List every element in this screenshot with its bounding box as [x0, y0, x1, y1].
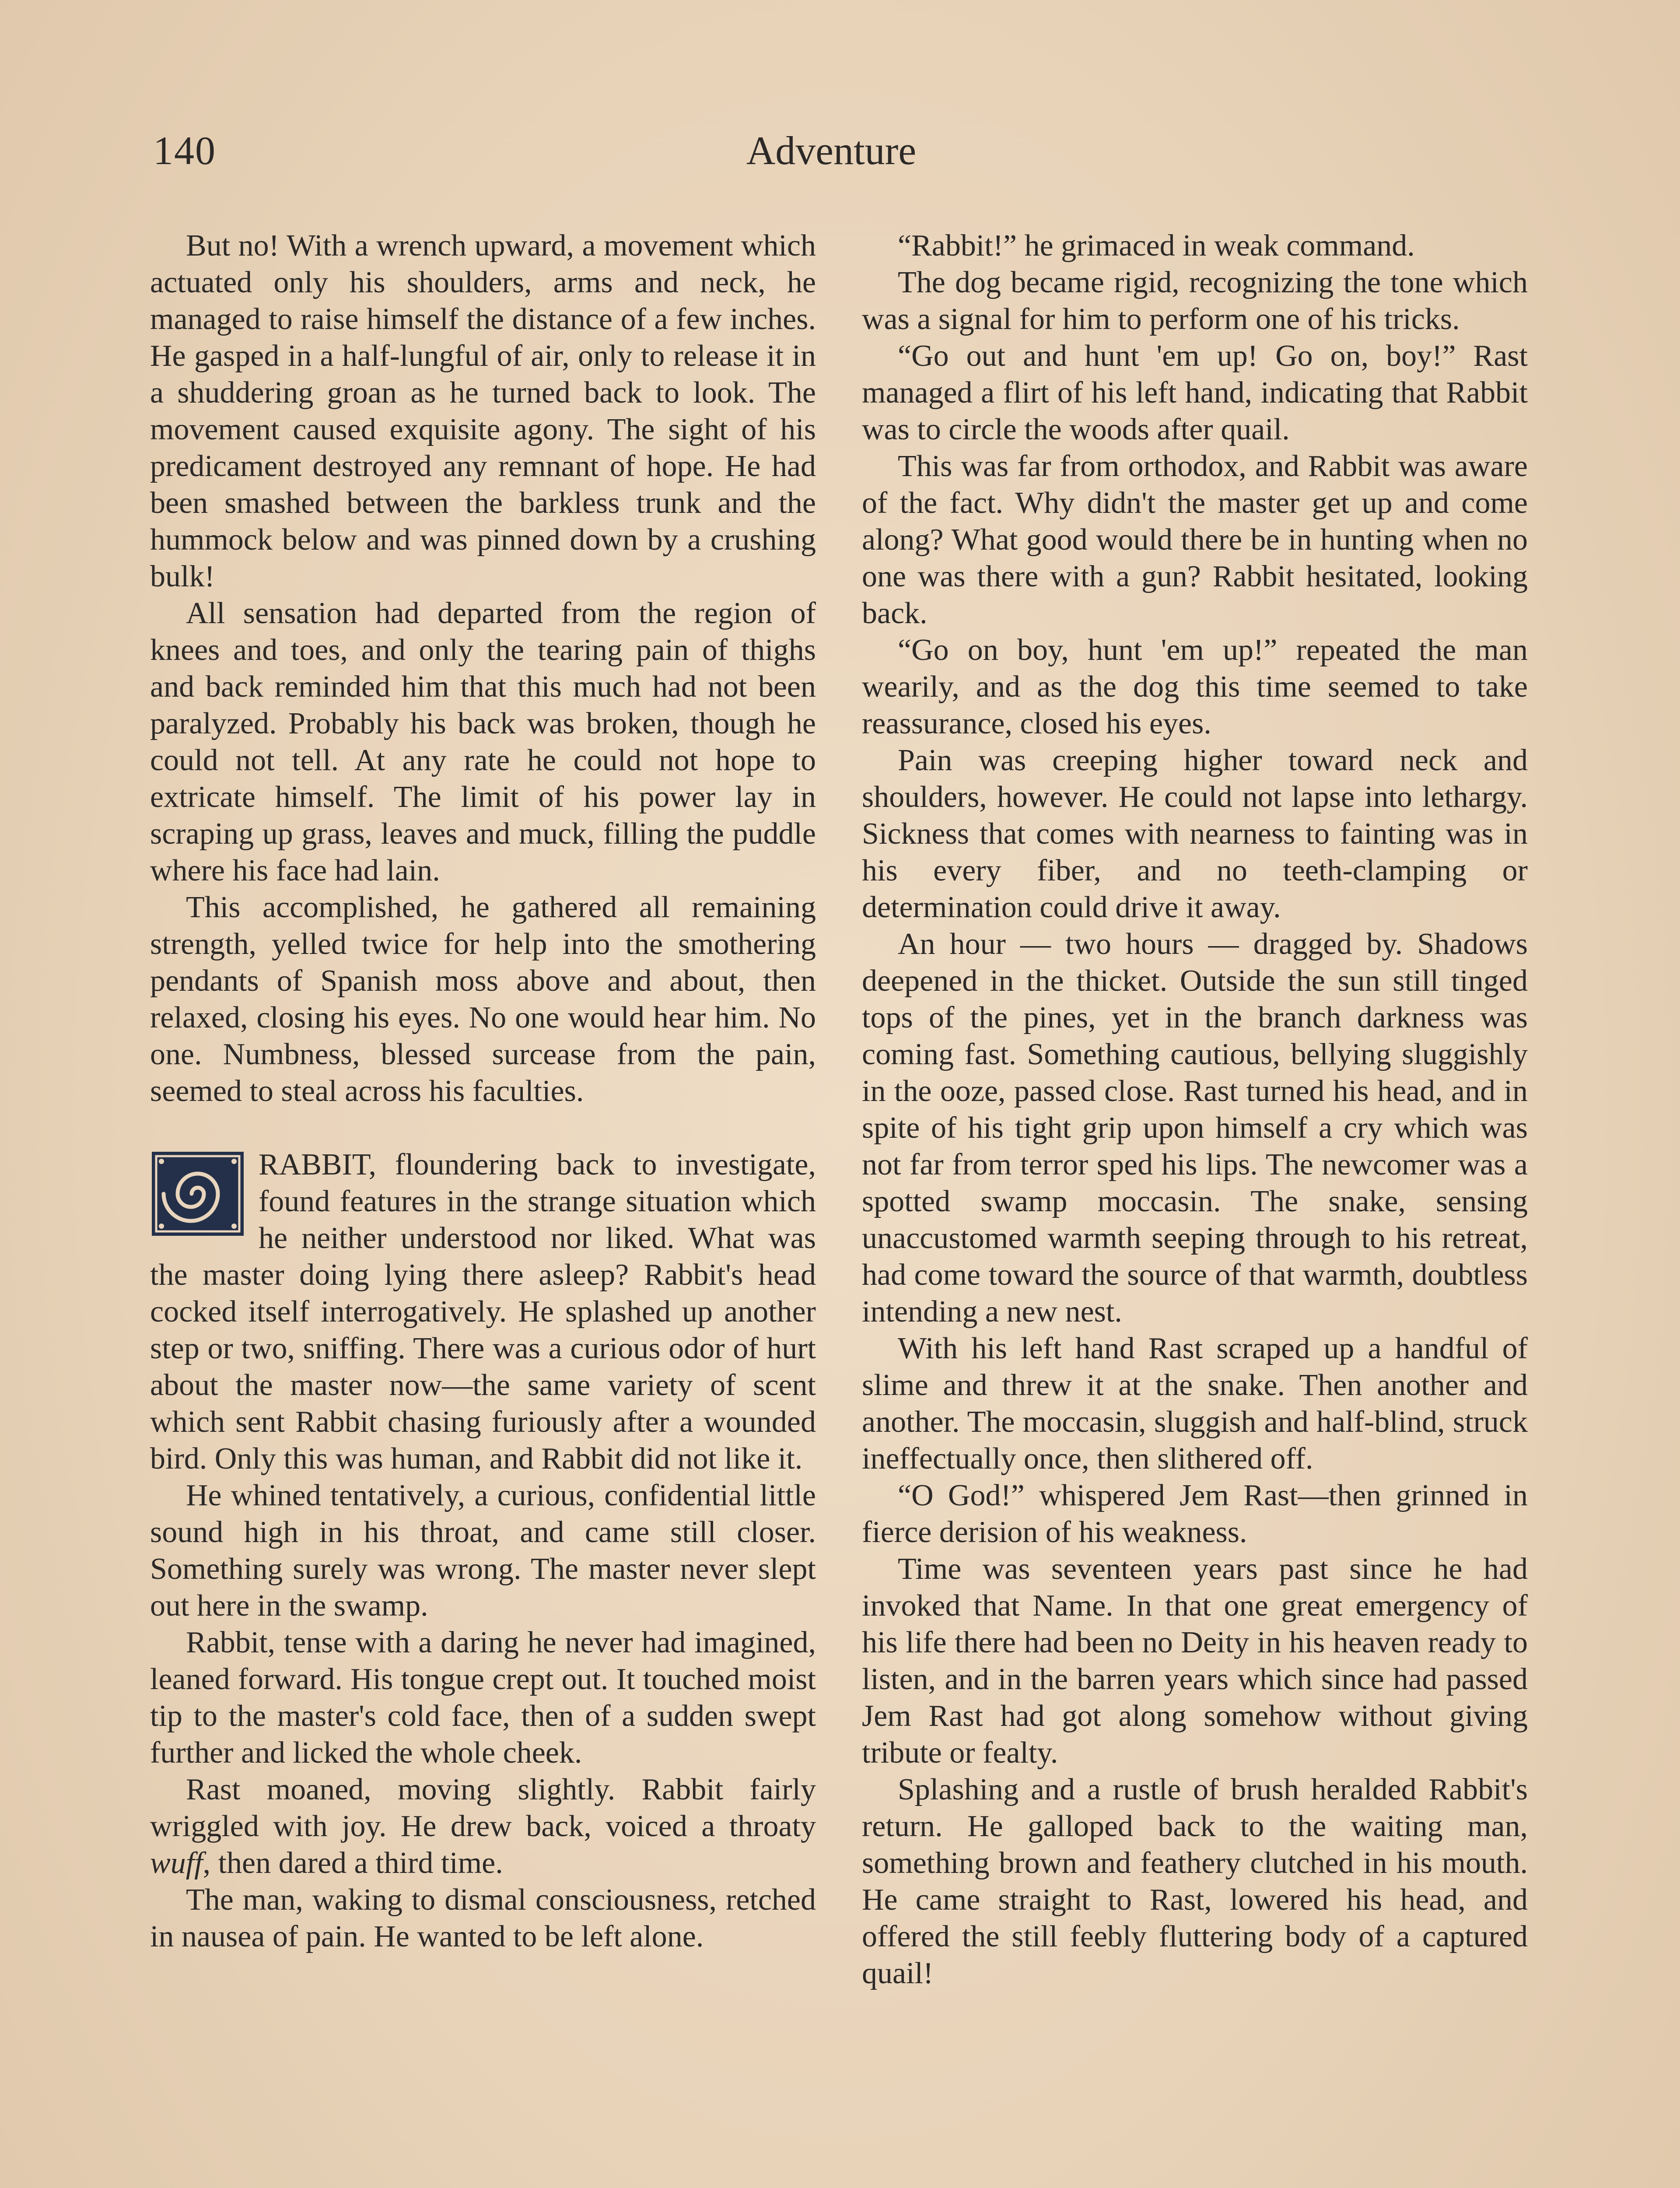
paragraph: [150, 1771, 816, 1882]
paragraph: “Rabbit!” he grimaced in weak command.: [898, 229, 1415, 263]
paragraph: Splashing and a rustle of brush heralded Rabbit's return. He galloped back to the waiting man, something brown and feathery clutched in his mouth. He came straight to Rast, lowered his head, and offered the still feebly fluttering body of a captured quail!: [862, 1773, 1528, 1990]
paragraph: With his left hand Rast scraped up a handful of slime and threw it at the snake. Then another and another. The moccasin, sluggish and half-blind, struck ineffectually once, then slithered off.: [862, 1332, 1528, 1476]
italic-word: wuff: [150, 1846, 203, 1880]
paragraph: Rabbit, tense with a daring he never had imagined, leaned forward. His tongue crept out. It touched moist tip to the master's cold face, then of a sudden swept further and licked the whole cheek.: [150, 1626, 816, 1770]
left-column: [150, 228, 816, 1955]
swirl-ornament-icon: [150, 1150, 245, 1238]
paragraph: Pain was creeping higher toward neck and shoulders, however. He could not lapse into lethargy. Sickness that comes with nearness to fainting was in his every fiber, and no teeth-clamping or determination could drive it away.: [862, 743, 1528, 924]
paragraph: “Go out and hunt 'em up! Go on, boy!” Rast managed a flirt of his left hand, indicating that Rabbit was to circle the woods after quail.: [862, 339, 1528, 446]
paragraph: “Go on boy, hunt 'em up!” repeated the man wearily, and as the dog this time seemed to take reassurance, closed his eyes.: [862, 633, 1528, 740]
paragraph: An hour — two hours — dragged by. Shadows deepened in the thicket. Outside the sun still tinged tops of the pines, yet in the branch darkness was coming fast. Something cautious, bellying sluggishly in the ooze, passed close. Rast turned his head, and in spite of his tight grip upon himself a cry which was not far from terror sped his lips. The newcomer was a spotted swamp moccasin. The snake, sensing unaccustomed warmth seeping through to his retreat, had come toward the source of that warmth, doubtless intending a new nest.: [862, 927, 1528, 1329]
paragraph: This accomplished, he gathered all remaining strength, yelled twice for help into the smothering pendants of Spanish moss above and about, then relaxed, closing his eyes. No one would hear him. No one. Numbness, blessed surcease from the pain, seemed to steal across his faculties.: [150, 891, 816, 1108]
paragraph: But no! With a wrench upward, a movement which actuated only his shoulders, arms and neck, he managed to raise himself the distance of a few inches. He gasped in a half-lungful of air, only to release it in a shuddering groan as he turned back to look. The movement caused exquisite agony. The sight of his predicament destroyed any remnant of hope. He had been smashed between the barkless trunk and the hummock below and was pinned down by a crushing bulk!: [150, 229, 816, 593]
paragraph: The man, waking to dismal consciousness, retched in nausea of pain. He wanted to be left alone.: [150, 1883, 816, 1953]
section-start-text: RABBIT, floundering back to investigate, found features in the strange situation which he neither understood nor liked. What was the master doing lying there asleep? Rabbit's head cocked itself interrogatively. He splashed up another step or two, sniffing. There was a curious odor of hurt about the master now—the same variety of scent which sent Rabbit chasing furiously after a wounded bird. Only this was human, and Rabbit did not like it.: [150, 1148, 816, 1476]
paragraph-text: Rast moaned, moving slightly. Rabbit fairly wriggled with joy. He drew back, voiced a throaty: [150, 1773, 816, 1843]
section-start-paragraph: [150, 1147, 816, 1477]
right-column: [862, 228, 1528, 1992]
page-title: Adventure: [746, 128, 917, 173]
paragraph: The dog became rigid, recognizing the tone which was a signal for him to perform one of his tricks.: [862, 266, 1528, 336]
page-number: 140: [153, 128, 216, 173]
paragraph: All sensation had departed from the region of knees and toes, and only the tearing pain of thighs and back reminded him that this much had not been paralyzed. Probably his back was broken, though he could not tell. At any rate he could not hope to extricate himself. The limit of his power lay in scraping up grass, leaves and muck, filling the puddle where his face had lain.: [150, 596, 816, 887]
paragraph: He whined tentatively, a curious, confidential little sound high in his throat, and came still closer. Something surely was wrong. The master never slept out here in the swamp.: [150, 1479, 816, 1623]
paragraph: Time was seventeen years past since he had invoked that Name. In that one great emergency of his life there had been no Deity in his heaven ready to listen, and in the barren years which since had passed Jem Rast had got along somehow without giving tribute or fealty.: [862, 1552, 1528, 1770]
paragraph: This was far from orthodox, and Rabbit was aware of the fact. Why didn't the master get up and come along? What good would there be in hunting when no one was there with a gun? Rabbit hesitated, looking back.: [862, 449, 1528, 630]
paragraph-text: , then dared a third time.: [203, 1846, 503, 1880]
paragraph: “O God!” whispered Jem Rast—then grinned in fierce derision of his weakness.: [862, 1479, 1528, 1549]
